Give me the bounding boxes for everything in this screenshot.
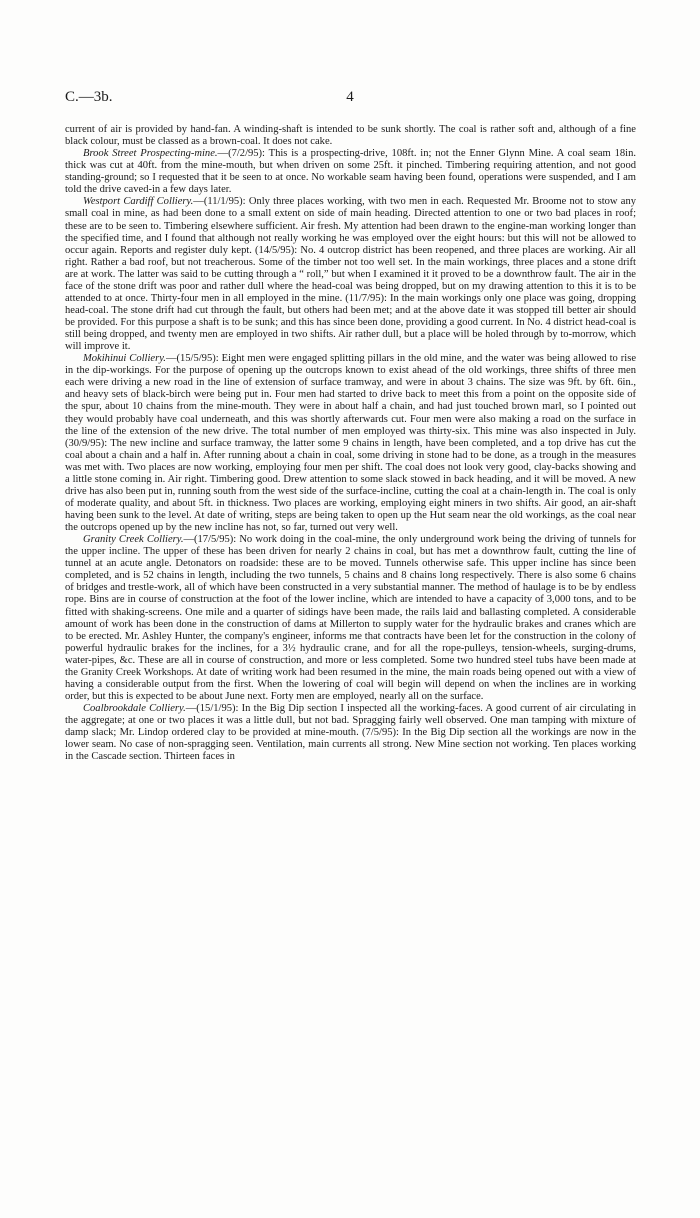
paragraph-text: —(11/1/95): Only three places working, with two men in each. Requested Mr. Broome not to stow any small coal in mine, as had been done to a small extent on side of main heading. Directed attention to one or two bad places in roof; these are to be seen to. Timbering elsewhere sufficient. Air fresh. My attention had been drawn to the engine-man working longer than the specified time, and I found that although not really working he was employed over the eight hours: but this will not be allowed to occur again. Reports and register duly kept. (14/5/95): No. 4 outcrop district has been reopened, and three places are working. Air all right. Rather a bad roof, but not treacherous. Some of the timber not too well set. In the main workings, three places and a stone drift are at work. The latter was said to be cutting through a “ roll,” but when I examined it it proved to be a downthrow fault. The air in the face of the stone drift was poor and rather dull where the head-coal was being dropped, but on my drawing attention to this it is to be attended to at once. Thirty-four men in all employed in the mine. (11/7/95): In the main workings only one place was going, dropping head-coal. The stone drift had cut through the fault, but others had been met; and at the above date it was stopped till better air should be provided. For this purpose a shaft is to be sunk; and this has since been done, providing a good current. In No. 4 district head-coal is still being dropped, and twenty men are employed in two shifts. Air rather dull, but a place will be holed through by to-morrow, which will improve it. [65,196,636,353]
document-reference: C.—3b. [65,89,113,105]
paragraph-text: —(15/1/95): In the Big Dip section I inspected all the working-faces. A good current of air circulating in the aggregate; at one or two places it was a little dull, but not bad. Spragging fairly well observed. One man tamping with mixture of damp slack; Mr. Lindop ordered clay to be provided at mine-mouth. (7/5/95): In the Big Dip section all the workings are now in the lower seam. No case of non-spragging seen. Ventilation, main currents all strong. New Mine section not working. Ten places working in the Cascade section. Thirteen faces in [65,703,636,763]
mine-title: Mokihinui Colliery. [83,353,166,365]
paragraph-coalbrookdale [65,703,636,763]
paragraph-brook-street [65,148,636,196]
paragraph-text: —(17/5/95): No work doing in the coal-mine, the only underground work being the driving of tunnels for the upper incline. The upper of these has been driven for nearly 2 chains in coal, but has met a downthrow fault, cutting the line of tunnel at an acute angle. Detonators on roadside: these are to be moved. Tunnels otherwise safe. This upper incline has since been completed, and is 52 chains in length, including the two tunnels, 5 chains and 8 chains long respectively. There is also some 6 chains of bridges and trestle-work, all of which have been constructed in a very substantial manner. The method of haulage is to be by endless rope. Bins are in course of construction at the foot of the lower incline, which are intended to have a capacity of 3,000 tons, and to be fitted with shaking-screens. One mile and a quarter of sidings have been made, the rails laid and ballasting completed. A considerable amount of work has been done in the construction of dams at Millerton to supply water for the hydraulic brakes and cranes which are to be erected. Mr. Ashley Hunter, the company's engineer, informs me that contracts have been let for the construction in the colony of powerful hydraulic brakes for the inclines, for a 3½ hydraulic crane, and for all the rope-pulleys, tension-wheels, surging-drums, water-pipes, &c. These are all in course of construction, and more or less completed. Some two hundred steel tubs have been made at the Granity Creek Workshops. At date of writing work had been resumed in the mine, the main roads being opened out with a view of having a considerable output from the first. When the lowering of coal will begin will depend on when the inclines are in working order, but this is expected to be about June next. Forty men are employed, nearly all on the surface. [65,534,636,702]
mine-title: Westport Cardiff Colliery. [83,196,194,208]
mine-title: Granity Creek Colliery. [83,534,184,546]
mine-title: Coalbrookdale Colliery. [83,703,186,714]
paragraph-westport-cardiff [65,196,636,353]
page-number: 4 [346,89,354,105]
paragraph-text: current of air is provided by hand-fan. A winding-shaft is intended to be sunk shortly. The coal is rather soft and, although of a fine black colour, must be classed as a brown-coal. It does not cake. [65,124,636,148]
paragraph-text: —(15/5/95): Eight men were engaged splitting pillars in the old mine, and the water was being allowed to rise in the dip-workings. For the purpose of opening up the outcrops known to exist ahead of the old workings, three shifts of three men each were driving a new road in the line of extension of surface tramway, and were in about 3 chains. The size was 9ft. by 6ft. 6in., and heavy sets of black-birch were being put in. Four men had started to drive back to meet this from a point on the opposite side of the spur, about 10 chains from the mine-mouth. They were in about half a chain, and had just touched brown marl, so I pointed out they would probably have coal underneath, and this was shortly afterwards cut. Four men were also making a road on the surface in the line of the extension of the new drive. The total number of men employed was thirty-six. This mine was also inspected in July. (30/9/95): The new incline and surface tramway, the latter some 9 chains in length, have been completed, and a top drive has cut the coal about a chain and a half in. After running about a chain in coal, some driving in stone had to be done, as a trough in the measures was met with. Two places are now working, employing four men per shift. The coal does not look very good, clay-backs showing and a little stone coming in. Air right. Timbering good. Drew attention to some slack stowed in back heading, and it will be moved. A new drive has also been put in, running south from the west side of the surface-incline, cutting the coal at a chain-length in. The coal is only of moderate quality, and about 5ft. in thickness. Two places are working, employing eight miners in two shifts. Air good, an air-shaft having been sunk to the level. At date of writing, steps are being taken to open up the Hut seam near the old workings, as the coal near the outcrops opened up by the new incline has not, so far, turned out very well. [65,353,636,534]
report-body [65,124,636,763]
paragraph-mokihinui [65,353,636,534]
paragraph-continuation [65,124,636,148]
page-header [65,89,635,111]
paragraph-text: —(7/2/95): This is a prospecting-drive, 108ft. in; not the Enner Glynn Mine. A coal seam 18in. thick was cut at 40ft. from the mine-mouth, but when driven on some 25ft. it pinched. Timbering requiring attention, and not good standing-ground; so I requested that it be seen to at once. No workable seam having been found, operations were suspended, and I am told the drive caved-in a few days later. [65,148,637,196]
paragraph-granity-creek [65,534,636,703]
mine-title: Brook Street Prospecting-mine. [83,148,218,160]
